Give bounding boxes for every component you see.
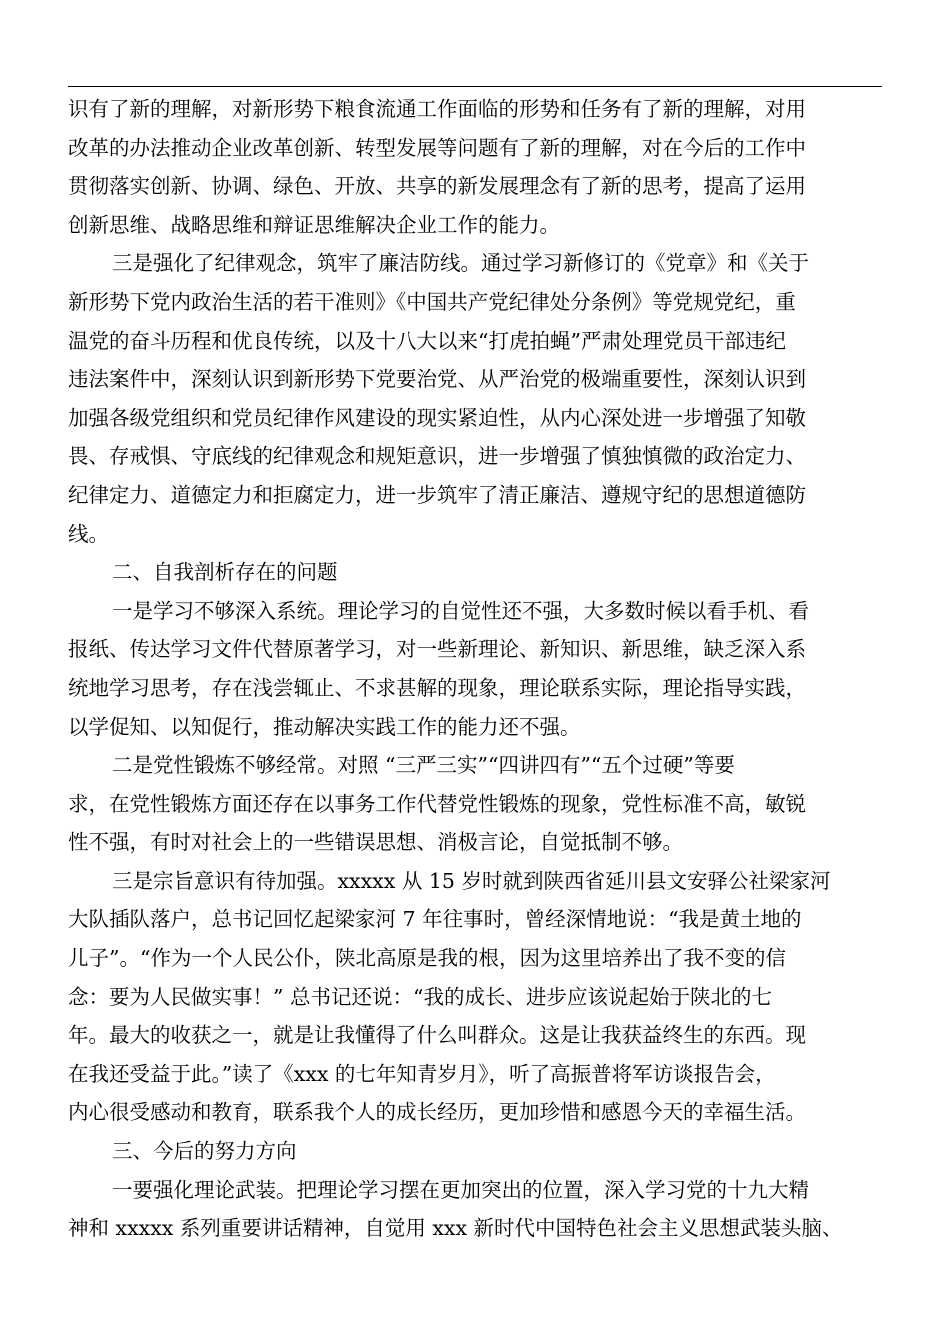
document-body <box>68 90 888 1248</box>
text-line: 以学促知、以知促行，推动解决实践工作的能力还不强。 <box>68 714 581 739</box>
paragraph-first-line: 三是强化了纪律观念，筑牢了廉洁防线。通过学习新修订的《党章》和《关于 <box>112 251 809 276</box>
section-heading: 二、自我剖析存在的问题 <box>112 560 338 585</box>
paragraph-first-line: 一是学习不够深入系统。理论学习的自觉性还不强，大多数时候以看手机、看 <box>112 598 809 623</box>
text-line: 求，在党性锻炼方面还存在以事务工作代替党性锻炼的现象，党性标准不高，敏锐 <box>68 791 806 816</box>
text-line: 在我还受益于此。”读了《xxx 的七年知青岁月》，听了高振普将军访谈报告会， <box>68 1061 776 1086</box>
text-line: 统地学习思考，存在浅尝辄止、不求甚解的现象，理论联系实际，理论指导实践， <box>68 675 806 700</box>
header-rule <box>68 86 882 87</box>
text-line: 念：要为人民做实事！” 总书记还说：“我的成长、进步应该说起始于陕北的七 <box>68 984 772 1009</box>
text-line: 性不强，有时对社会上的一些错误思想、消极言论，自觉抵制不够。 <box>68 830 683 855</box>
paragraph-first-line: 一要强化理论武装。把理论学习摆在更加突出的位置，深入学习党的十九大精 <box>112 1177 809 1202</box>
paragraph-first-line: 二是党性锻炼不够经常。对照 “三严三实”“四讲四有”“五个过硬”等要 <box>112 753 735 778</box>
text-line: 违法案件中，深刻认识到新形势下党要治党、从严治党的极端重要性，深刻认识到 <box>68 367 806 392</box>
text-line: 识有了新的理解，对新形势下粮食流通工作面临的形势和任务有了新的理解，对用 <box>68 97 806 121</box>
text-line: 创新思维、战略思维和辩证思维解决企业工作的能力。 <box>68 212 560 237</box>
text-line: 报纸、传达学习文件代替原著学习，对一些新理论、新知识、新思维，缺乏深入系 <box>68 637 806 662</box>
text-line: 儿子”。“作为一个人民公仆，陕北高原是我的根，因为这里培养出了我不变的信 <box>68 946 786 971</box>
text-line: 改革的办法推动企业改革创新、转型发展等问题有了新的理解，对在今后的工作中 <box>68 135 806 160</box>
paragraph-first-line: 三是宗旨意识有待加强。xxxxx 从 15 岁时就到陕西省延川县文安驿公社梁家河 <box>112 868 831 893</box>
text-line: 内心很受感动和教育，联系我个人的成长经历，更加珍惜和感恩今天的幸福生活。 <box>68 1100 806 1125</box>
text-line: 畏、存戒惧、守底线的纪律观念和规矩意识，进一步增强了慎独慎微的政治定力、 <box>68 444 806 469</box>
text-line: 神和 xxxxx 系列重要讲话精神，自觉用 xxx 新时代中国特色社会主义思想武装头脑、 <box>68 1216 843 1241</box>
text-line: 温党的奋斗历程和优良传统，以及十八大以来“打虎拍蝇”严肃处理党员干部违纪 <box>68 328 786 353</box>
text-line: 贯彻落实创新、协调、绿色、开放、共享的新发展理念有了新的思考，提高了运用 <box>68 174 806 199</box>
text-line: 新形势下党内政治生活的若干准则》《中国共产党纪律处分条例》等党规党纪，重 <box>68 289 796 314</box>
text-line: 大队插队落户，总书记回忆起梁家河 7 年往事时，曾经深情地说：“我是黄土地的 <box>68 907 802 932</box>
section-heading: 三、今后的努力方向 <box>112 1139 297 1164</box>
text-line: 纪律定力、道德定力和拒腐定力，进一步筑牢了清正廉洁、遵规守纪的思想道德防 <box>68 482 806 507</box>
text-line: 线。 <box>68 521 109 546</box>
text-line: 加强各级党组织和党员纪律作风建设的现实紧迫性，从内心深处进一步增强了知敬 <box>68 405 806 430</box>
text-line: 年。最大的收获之一，就是让我懂得了什么叫群众。这是让我获益终生的东西。现 <box>68 1023 806 1048</box>
